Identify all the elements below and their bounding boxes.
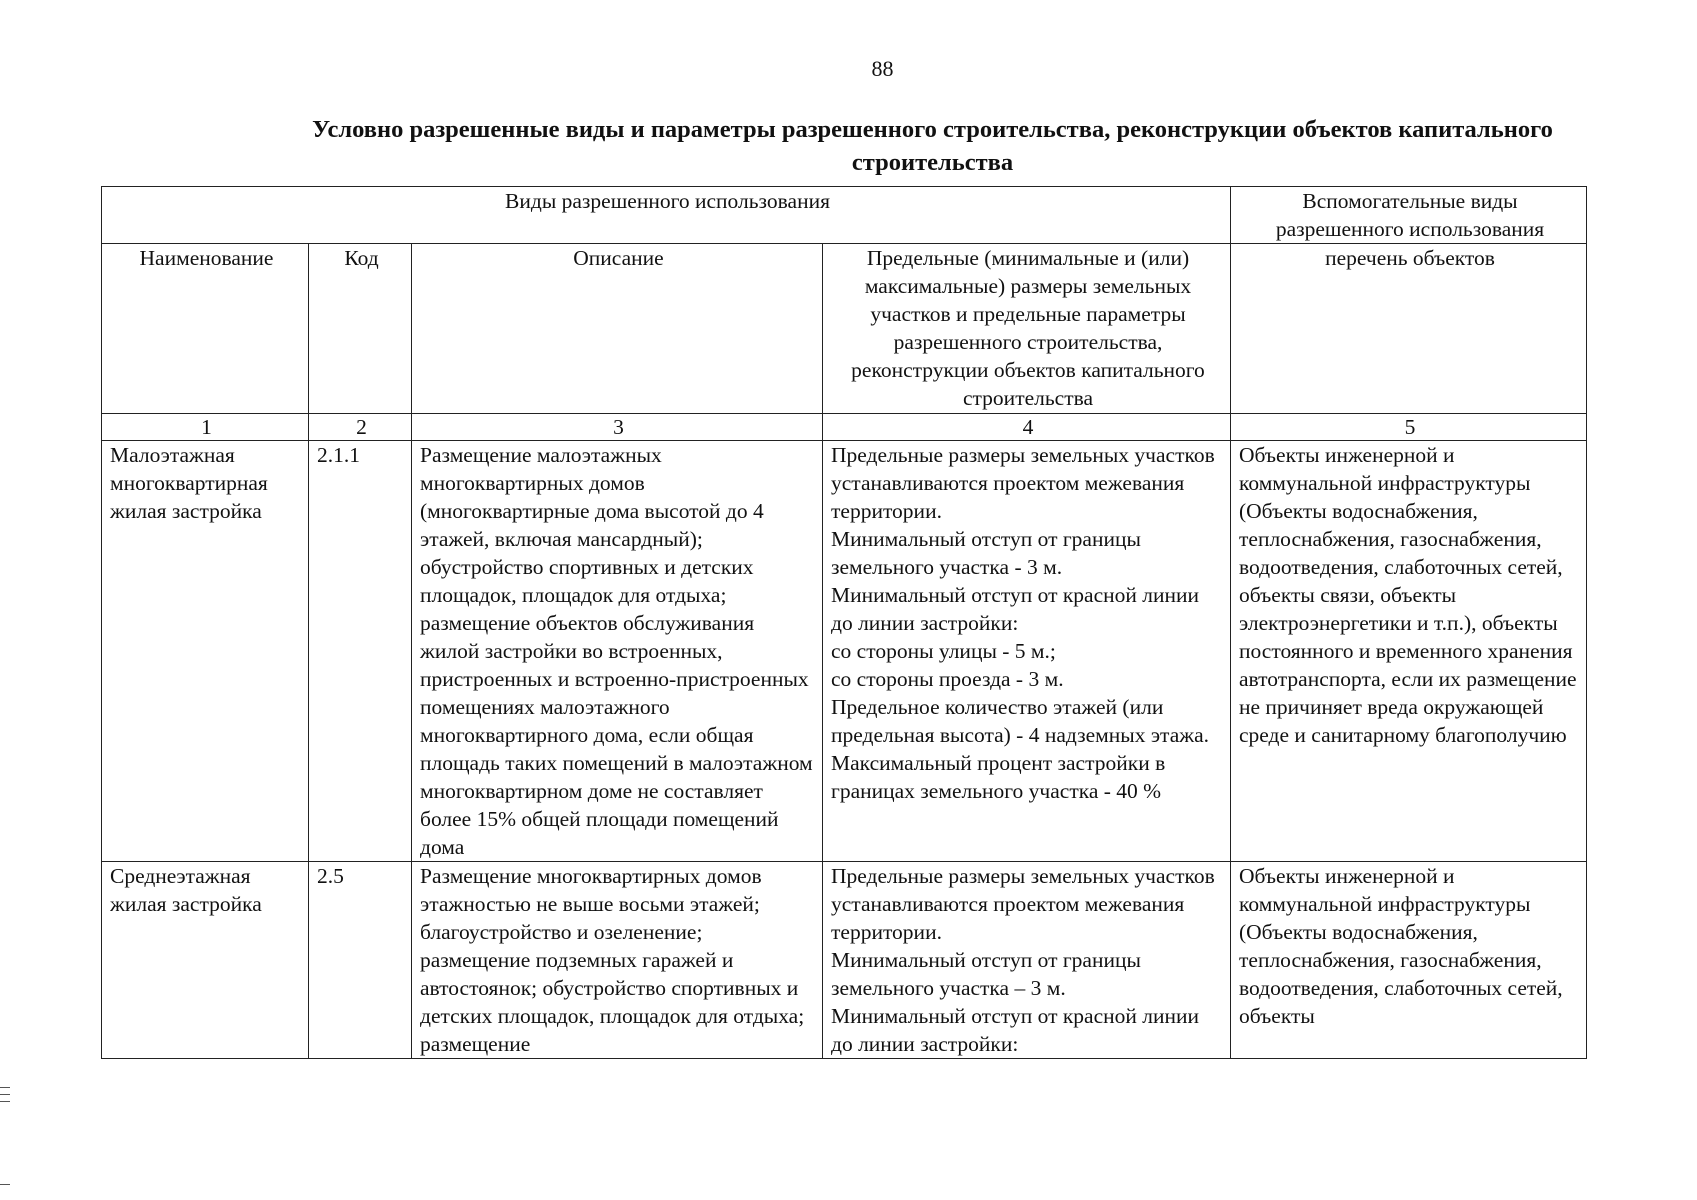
row-description	[412, 862, 823, 1059]
column-number: 4	[823, 414, 1231, 441]
column-header-row	[102, 244, 1587, 414]
row-code: 2.1.1	[309, 441, 412, 862]
limit-line: Максимальный процент застройки в границах земельного участка - 40 %	[831, 751, 1166, 803]
row-code-text: 2.5	[317, 864, 344, 888]
row-description-text: Размещение многоквартирных домов этажностью не выше восьми этажей; благоустройство и озеленение; размещение подземных гаражей и автостоянок; обустройство спортивных и детских площадок, площадок для отдыха; размещение	[420, 864, 805, 1056]
column-header-description: Описание	[412, 244, 823, 414]
margin-mark	[0, 1184, 10, 1185]
page-title: Условно разрешенные виды и параметры разрешенного строительства, реконструкции объектов капитального строительства	[312, 116, 1553, 176]
table-row	[102, 862, 1587, 1059]
row-name: Малоэтажная многоквартирная жилая застройка	[102, 441, 309, 862]
margin-mark	[0, 1094, 10, 1095]
limit-line: со стороны проезда - 3 м.	[831, 667, 1064, 691]
page-number: 88	[871, 56, 894, 81]
column-header-limits: Предельные (минимальные и (или) максимальные) размеры земельных участков и предельные параметры разрешенного строительства, реконструкции объектов капитального строительства	[823, 244, 1231, 414]
column-number: 2	[309, 414, 412, 441]
limit-line: Минимальный отступ от красной линии до линии застройки:	[831, 583, 1200, 635]
limit-line: Минимальный отступ от границы земельного участка – 3 м.	[831, 948, 1141, 1000]
limit-line: со стороны улицы - 5 м.;	[831, 639, 1056, 663]
limit-line: Предельные размеры земельных участков устанавливаются проектом межевания территории.	[831, 864, 1215, 944]
row-limits-text	[831, 862, 1225, 1058]
column-header-code: Код	[309, 244, 412, 414]
limit-line: Минимальный отступ от красной линии до линии застройки:	[831, 1004, 1200, 1056]
column-header-objects: перечень объектов	[1231, 244, 1587, 414]
row-limits	[823, 862, 1231, 1059]
column-number: 1	[102, 414, 309, 441]
row-objects: Объекты инженерной и коммунальной инфраструктуры (Объекты водоснабжения, теплоснабжения, газоснабжения, водоотведения, слаботочных сетей, объекты связи, объекты электроэнергетики и т.п.), объекты постоянного и временного хранения автотранспорта, если их размещение не причиняет вреда окружающей среде и санитарному благополучию	[1231, 441, 1587, 862]
row-name-text: Среднеэтажная жилая застройка	[110, 864, 262, 916]
column-header-name: Наименование	[102, 244, 309, 414]
group-header-row	[102, 187, 1587, 244]
table-row	[102, 441, 1587, 862]
margin-mark	[0, 1087, 10, 1088]
row-objects	[1231, 862, 1587, 1059]
row-description: Размещение малоэтажных многоквартирных домов (многоквартирные дома высотой до 4 этажей, включая мансардный); обустройство спортивных и детских площадок, площадок для отдыха; размещение объектов обслуживания жилой застройки во встроенных, пристроенных и встроенно-пристроенных помещениях малоэтажного многоквартирного дома, если общая площадь таких помещений в малоэтажном многоквартирном доме не составляет более 15% общей площади помещений дома	[412, 441, 823, 862]
column-number-row	[102, 414, 1587, 441]
regulations-table	[101, 186, 1587, 1059]
limit-line: Минимальный отступ от границы земельного участка - 3 м.	[831, 527, 1141, 579]
limit-line: Предельные размеры земельных участков устанавливаются проектом межевания территории.	[831, 443, 1215, 523]
column-number: 5	[1231, 414, 1587, 441]
row-objects-text: Объекты инженерной и коммунальной инфраструктуры (Объекты водоснабжения, теплоснабжения, газоснабжения, водоотведения, слаботочных сетей, объекты	[1239, 864, 1563, 1028]
group-header-auxiliary: Вспомогательные виды разрешенного использования	[1231, 187, 1587, 244]
limit-line: Предельное количество этажей (или предельная высота) - 4 надземных этажа.	[831, 695, 1210, 747]
group-header-main: Виды разрешенного использования	[102, 187, 1231, 244]
row-name	[102, 862, 309, 1059]
row-code	[309, 862, 412, 1059]
margin-mark	[0, 1101, 10, 1102]
column-number: 3	[412, 414, 823, 441]
row-limits	[823, 441, 1231, 862]
